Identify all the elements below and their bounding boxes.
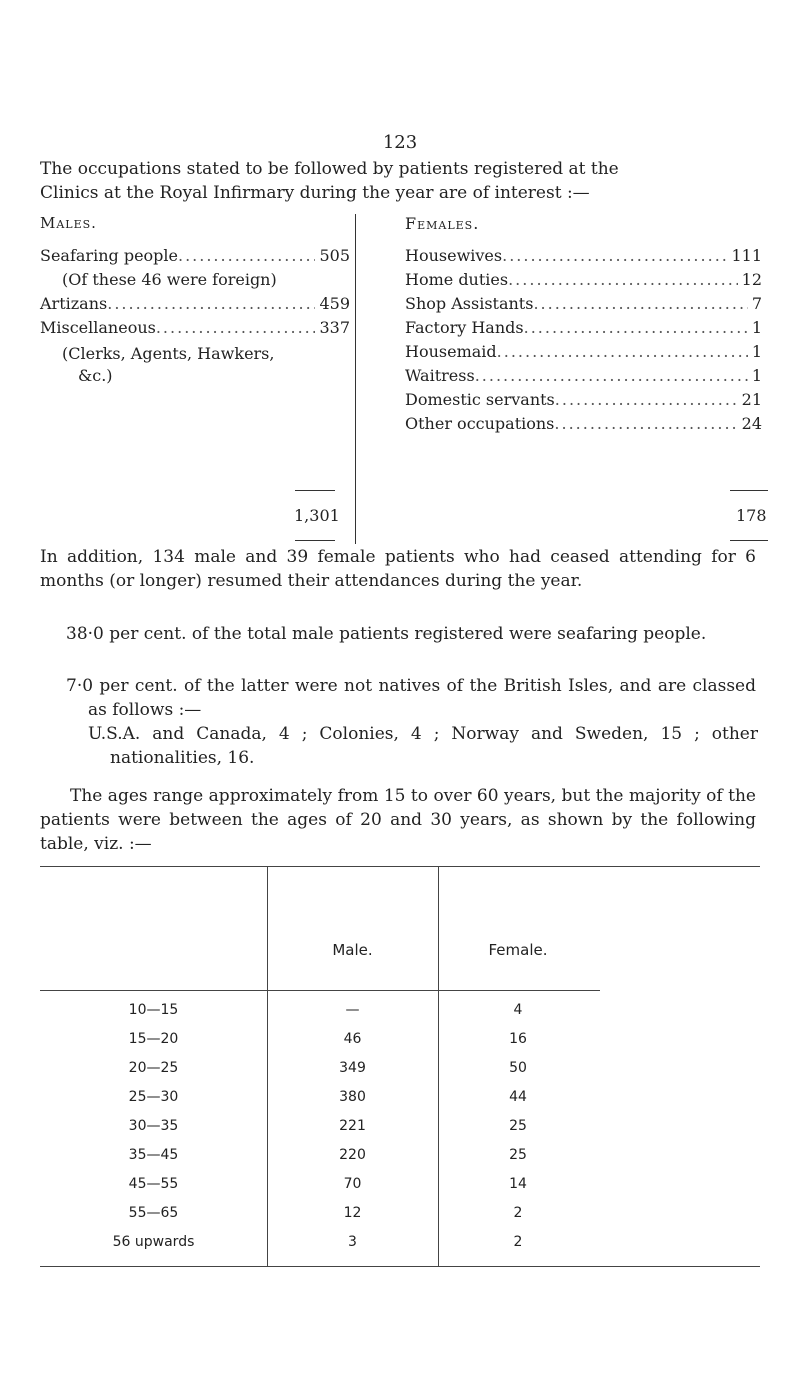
age-table-cell-age: 56 upwards bbox=[112, 1234, 195, 1250]
age-table-cell-age: 20—25 bbox=[128, 1060, 179, 1076]
males-total-rule bbox=[295, 490, 335, 491]
age-table-cell-female: 25 bbox=[509, 1118, 527, 1134]
row-value: 1 bbox=[751, 366, 762, 385]
age-table-cell-age: 30—35 bbox=[128, 1118, 179, 1134]
age-table-cell-female: 4 bbox=[513, 1002, 523, 1018]
age-table-cell-age: 55—65 bbox=[128, 1205, 179, 1221]
row-label: Waitress bbox=[405, 366, 475, 385]
row-label: Housemaid bbox=[405, 342, 497, 361]
females-row-domestic-servants bbox=[405, 388, 762, 412]
females-total: 178 bbox=[736, 506, 767, 525]
female-header: Female. bbox=[488, 941, 548, 959]
age-table-cell-female: 16 bbox=[509, 1031, 527, 1047]
age-table-cell-male: 221 bbox=[339, 1118, 366, 1134]
age-table-cell-male: 70 bbox=[343, 1176, 362, 1192]
age-table-cell-female: 44 bbox=[509, 1089, 527, 1105]
females-row-shop-assistants bbox=[405, 292, 762, 316]
age-table-cell-male: 349 bbox=[339, 1060, 366, 1076]
age-table-cell-age: 15—20 bbox=[128, 1031, 179, 1047]
females-total-rule bbox=[730, 490, 768, 491]
addition-paragraph: In addition, 134 male and 39 female patients who had ceased attending for 6 months (or longer) resumed their attendances during the year. bbox=[40, 547, 756, 591]
row-label: Shop Assistants bbox=[405, 294, 534, 313]
females-row-other-occupations bbox=[405, 412, 762, 436]
row-label: Other occupations bbox=[405, 414, 555, 433]
age-table-cell-male: 46 bbox=[343, 1031, 362, 1047]
males-row-miscellaneous bbox=[40, 316, 350, 340]
row-label: Seafaring people bbox=[40, 246, 178, 265]
row-value: 459 bbox=[319, 294, 350, 313]
male-header: Male. bbox=[332, 941, 373, 959]
table-top-rule bbox=[40, 866, 760, 867]
row-value: 12 bbox=[741, 270, 762, 289]
header-rule bbox=[40, 990, 600, 991]
age-table-cell-female: 2 bbox=[513, 1205, 523, 1221]
intro-line-2: Clinics at the Royal Infirmary during the year are of interest :— bbox=[40, 183, 590, 203]
age-table-cell-age: 35—45 bbox=[128, 1147, 179, 1163]
age-table-cell-male: 220 bbox=[339, 1147, 366, 1163]
age-table-cell-male: 12 bbox=[343, 1205, 362, 1221]
females-row-waitress bbox=[405, 364, 762, 388]
row-value: 505 bbox=[319, 246, 350, 265]
females-heading: Females. bbox=[405, 214, 480, 233]
column-divider bbox=[355, 214, 356, 544]
nationalities-paragraph: U.S.A. and Canada, 4 ; Colonies, 4 ; Norway and Sweden, 15 ; other nationalities, 16. bbox=[88, 724, 758, 768]
table-bottom-rule bbox=[40, 1266, 760, 1267]
row-value: 111 bbox=[731, 246, 762, 265]
seafaring-paragraph: 38·0 per cent. of the total male patients registered were seafaring people. bbox=[66, 624, 707, 644]
row-label: Miscellaneous bbox=[40, 318, 156, 337]
males-row-seafaring bbox=[40, 244, 350, 268]
row-value: 337 bbox=[319, 318, 350, 337]
row-value: 1 bbox=[751, 342, 762, 361]
age-table-cell-female: 50 bbox=[509, 1060, 527, 1076]
age-table-cell-age: 25—30 bbox=[128, 1089, 179, 1105]
foreign-note: (Of these 46 were foreign) bbox=[62, 270, 277, 289]
row-label: Housewives bbox=[405, 246, 503, 265]
natives-paragraph: 7·0 per cent. of the latter were not natives of the British Isles, and are classed as follows :— bbox=[66, 676, 756, 720]
intro-line-1: The occupations stated to be followed by patients registered at the bbox=[40, 159, 619, 179]
row-value: 1 bbox=[751, 318, 762, 337]
age-table-cell-male: 3 bbox=[348, 1234, 357, 1250]
page-number: 123 bbox=[382, 132, 418, 153]
males-total-underline bbox=[295, 540, 335, 541]
row-value: 24 bbox=[741, 414, 762, 433]
age-table-cell-male: 380 bbox=[339, 1089, 366, 1105]
age-table-cell-age: 10—15 bbox=[128, 1002, 179, 1018]
males-total: 1,301 bbox=[294, 506, 340, 525]
row-value: 7 bbox=[751, 294, 762, 313]
row-label: Artizans bbox=[40, 294, 108, 313]
males-row-artizans bbox=[40, 292, 350, 316]
row-label: Home duties bbox=[405, 270, 509, 289]
females-row-housewives bbox=[405, 244, 762, 268]
females-total-underline bbox=[730, 540, 768, 541]
age-table-cell-female: 2 bbox=[513, 1234, 523, 1250]
row-label: Domestic servants bbox=[405, 390, 555, 409]
age-table-cell-female: 25 bbox=[509, 1147, 527, 1163]
occupations-table bbox=[40, 214, 780, 544]
row-value: 21 bbox=[741, 390, 762, 409]
females-row-housemaid bbox=[405, 340, 762, 364]
age-table-cell-male: — bbox=[345, 1002, 360, 1018]
ages-intro-paragraph: The ages range approximately from 15 to over 60 years, but the majority of the patients were between the ages of 20 and 30 years, as shown by the following table, viz. :— bbox=[40, 786, 756, 854]
intro-paragraph bbox=[40, 157, 760, 205]
females-row-factory-hands bbox=[405, 316, 762, 340]
misc-note-line-2: &c.) bbox=[78, 366, 113, 385]
males-heading: Males. bbox=[40, 214, 97, 232]
females-row-home-duties bbox=[405, 268, 762, 292]
misc-note-line-1: (Clerks, Agents, Hawkers, bbox=[62, 344, 275, 363]
age-table-cell-female: 14 bbox=[509, 1176, 527, 1192]
row-label: Factory Hands bbox=[405, 318, 524, 337]
age-table-cell-age: 45—55 bbox=[128, 1176, 179, 1192]
